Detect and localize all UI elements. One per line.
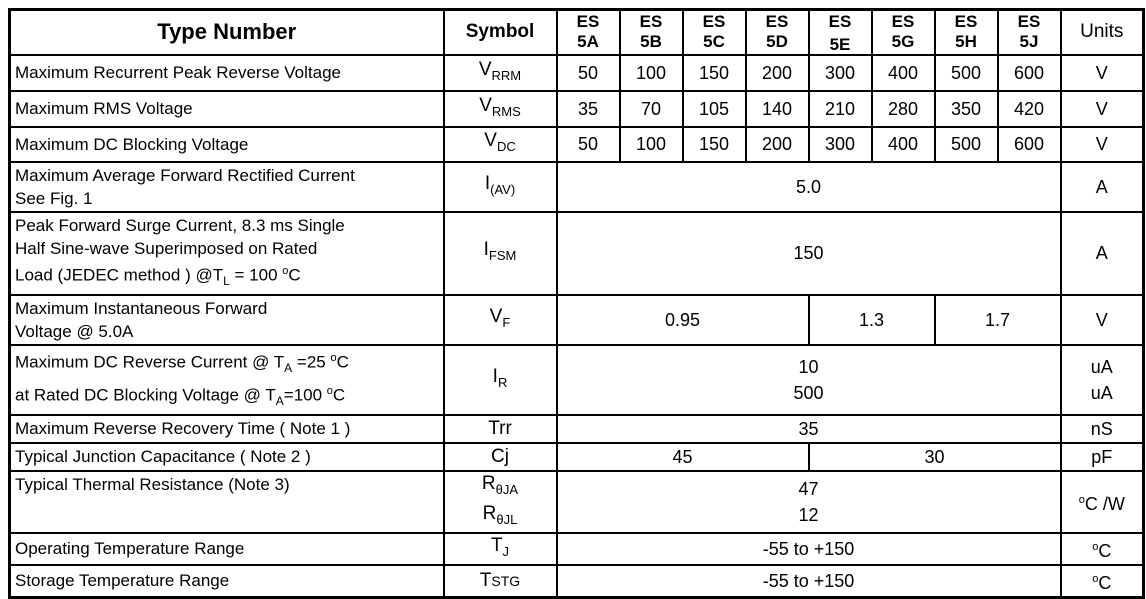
param-cell: Typical Junction Capacitance ( Note 2 ) (10, 443, 444, 471)
row-operating-temp (10, 533, 1144, 565)
col-header-es5a: ES 5A (557, 10, 620, 55)
header-symbol: Symbol (444, 10, 557, 55)
header-type-number: Type Number (10, 10, 444, 55)
ratings-table (8, 8, 1145, 599)
value-cell: 100 (620, 127, 683, 162)
value-cell: 100 (620, 55, 683, 91)
param-cell: Maximum Reverse Recovery Time ( Note 1 ) (10, 415, 444, 443)
header-row (10, 10, 1144, 55)
row-ir (10, 345, 1144, 415)
unit-cell: V (1061, 295, 1144, 345)
value-cell: 0.95 (557, 295, 809, 345)
col-header-es5h: ES 5H (935, 10, 998, 55)
value-cell: 150 (683, 127, 746, 162)
value-cell: 420 (998, 91, 1061, 127)
value-cell: 10 500 (557, 345, 1061, 415)
row-storage-temp (10, 565, 1144, 598)
col-header-es5c: ES 5C (683, 10, 746, 55)
value-cell: 1.3 (809, 295, 935, 345)
param-cell: Maximum Recurrent Peak Reverse Voltage (10, 55, 444, 91)
unit-cell: V (1061, 91, 1144, 127)
col-header-es5d: ES 5D (746, 10, 809, 55)
symbol-cell: $I_{(AV)}$ (444, 162, 557, 212)
unit-cell: A (1061, 162, 1144, 212)
unit-cell: $^o$C (1061, 533, 1144, 565)
value-cell: 200 (746, 127, 809, 162)
row-iav (10, 162, 1144, 212)
unit-cell: $^o$C /W (1061, 471, 1144, 533)
unit-cell: pF (1061, 443, 1144, 471)
row-trr (10, 415, 1144, 443)
row-cj (10, 443, 1144, 471)
param-cell: Storage Temperature Range (10, 565, 444, 598)
unit-cell: $^o$C (1061, 565, 1144, 598)
value-cell: -55 to +150 (557, 565, 1061, 598)
col-header-es5j: ES 5J (998, 10, 1061, 55)
symbol-cell: Trr (444, 415, 557, 443)
value-cell: 30 (809, 443, 1061, 471)
param-cell: Typical Thermal Resistance (Note 3) (10, 471, 444, 533)
symbol-cell: $R_{\theta JA}$ $R_{\theta JL}$ (444, 471, 557, 533)
symbol-cell: TSTG (444, 565, 557, 598)
value-cell: 50 (557, 55, 620, 91)
value-cell: 35 (557, 91, 620, 127)
value-cell: 600 (998, 55, 1061, 91)
symbol-cell: $V_F$ (444, 295, 557, 345)
symbol-cell: Cj (444, 443, 557, 471)
value-cell: 350 (935, 91, 998, 127)
symbol-cell: $V_{RRM}$ (444, 55, 557, 91)
col-header-es5g: ES 5G (872, 10, 935, 55)
value-cell: 45 (557, 443, 809, 471)
row-vrrm (10, 55, 1144, 91)
value-cell: 150 (683, 55, 746, 91)
value-cell: 300 (809, 55, 872, 91)
param-cell: Maximum RMS Voltage (10, 91, 444, 127)
row-vf (10, 295, 1144, 345)
unit-cell: V (1061, 127, 1144, 162)
row-thermal-resistance (10, 471, 1144, 533)
param-cell: Maximum Average Forward Rectified Current See Fig. 1 (10, 162, 444, 212)
row-vrms (10, 91, 1144, 127)
value-cell: 500 (935, 55, 998, 91)
value-cell: 35 (557, 415, 1061, 443)
value-cell: 200 (746, 55, 809, 91)
header-units: Units (1061, 10, 1144, 55)
param-cell: Peak Forward Surge Current, 8.3 ms Single Half Sine-wave Superimposed on Rated Load (JEDEC method ) $@T_L = 100$ $^o$C (10, 212, 444, 295)
symbol-cell: $I_{FSM}$ (444, 212, 557, 295)
param-cell: Maximum DC Blocking Voltage (10, 127, 444, 162)
value-cell: 500 (935, 127, 998, 162)
row-vdc (10, 127, 1144, 162)
col-header-es5b: ES 5B (620, 10, 683, 55)
value-cell: -55 to +150 (557, 533, 1061, 565)
symbol-cell: $V_{RMS}$ (444, 91, 557, 127)
value-cell: 105 (683, 91, 746, 127)
param-cell: Operating Temperature Range (10, 533, 444, 565)
value-cell: 5.0 (557, 162, 1061, 212)
unit-cell: A (1061, 212, 1144, 295)
value-cell: 140 (746, 91, 809, 127)
value-cell: 300 (809, 127, 872, 162)
unit-cell: uA uA (1061, 345, 1144, 415)
col-header-es5e: ES 5E (809, 10, 872, 55)
value-cell: 400 (872, 55, 935, 91)
value-cell: 600 (998, 127, 1061, 162)
value-cell: 210 (809, 91, 872, 127)
symbol-cell: $T_J$ (444, 533, 557, 565)
param-cell: Maximum Instantaneous Forward Voltage @ 5.0A (10, 295, 444, 345)
value-cell: 70 (620, 91, 683, 127)
symbol-cell: $V_{DC}$ (444, 127, 557, 162)
value-cell: 50 (557, 127, 620, 162)
value-cell: 1.7 (935, 295, 1061, 345)
value-cell: 150 (557, 212, 1061, 295)
row-ifsm (10, 212, 1144, 295)
param-cell: Maximum DC Reverse Current @ $T_A =25$ $^o$C at Rated DC Blocking Voltage @ $T_A=100$ $^o$C (10, 345, 444, 415)
symbol-cell: $I_R$ (444, 345, 557, 415)
unit-cell: nS (1061, 415, 1144, 443)
value-cell: 47 12 (557, 471, 1061, 533)
value-cell: 280 (872, 91, 935, 127)
value-cell: 400 (872, 127, 935, 162)
unit-cell: V (1061, 55, 1144, 91)
